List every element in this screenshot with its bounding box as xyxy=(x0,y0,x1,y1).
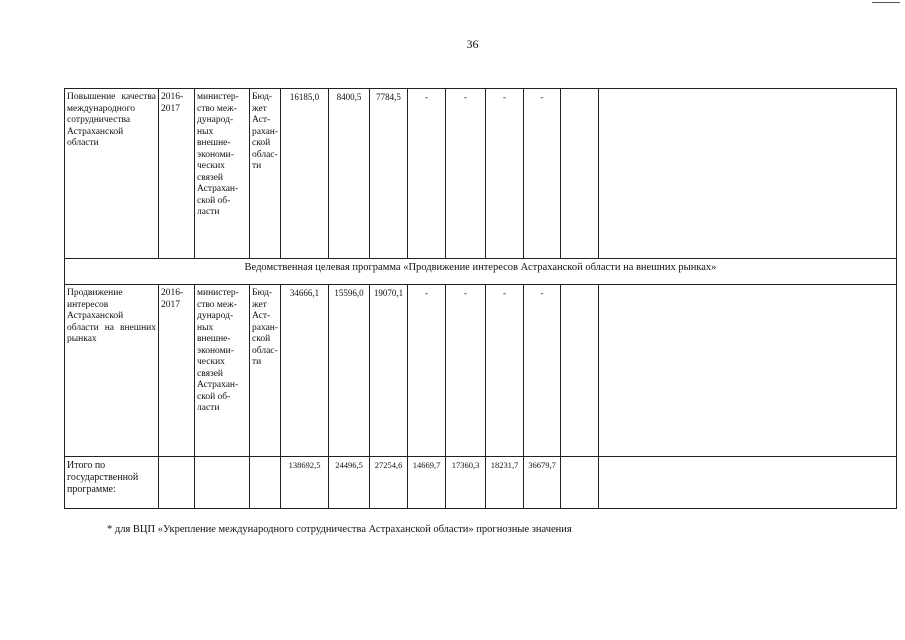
value-cell: - xyxy=(486,285,524,457)
program-table xyxy=(64,88,897,509)
total-value-cell: 27254,6 xyxy=(370,457,408,509)
value-cell: 15596,0 xyxy=(329,285,370,457)
value-cell: - xyxy=(446,285,486,457)
value-cell: 7784,5 xyxy=(370,89,408,259)
empty-cell xyxy=(561,285,599,457)
value-cell: 19070,1 xyxy=(370,285,408,457)
section-title: Ведомственная целевая программа «Продвижение интересов Астраханской области на внешних рынках» xyxy=(65,259,897,285)
value-cell: 16185,0 xyxy=(281,89,329,259)
empty-cell xyxy=(561,457,599,509)
empty-cell xyxy=(599,457,897,509)
period-cell: 2016-2017 xyxy=(159,89,195,259)
executor-cell: министер- ство меж- дународ- ных внешне- экономи- ческих связей Астрахан- ской об- ласти xyxy=(195,285,250,457)
table-row xyxy=(65,89,897,259)
empty-cell xyxy=(599,89,897,259)
total-value-cell: 24496,5 xyxy=(329,457,370,509)
total-value-cell: 18231,7 xyxy=(486,457,524,509)
empty-cell xyxy=(599,285,897,457)
total-row xyxy=(65,457,897,509)
event-name-cell: Повышение качества международного сотрудничества Астраханской области xyxy=(65,89,159,259)
period-cell: 2016-2017 xyxy=(159,285,195,457)
event-name-cell: Продвижение интересов Астраханской области на внешних рынках xyxy=(65,285,159,457)
funding-source-cell: Бюд- жет Аст- рахан- ской облас- ти xyxy=(250,285,281,457)
empty-cell xyxy=(250,457,281,509)
table-row xyxy=(65,285,897,457)
value-cell: - xyxy=(524,89,561,259)
executor-cell: министер- ство меж- дународ- ных внешне- экономи- ческих связей Астрахан- ской об- ласти xyxy=(195,89,250,259)
value-cell: 34666,1 xyxy=(281,285,329,457)
total-value-cell: 17360,3 xyxy=(446,457,486,509)
total-value-cell: 138692,5 xyxy=(281,457,329,509)
total-value-cell: 14669,7 xyxy=(408,457,446,509)
value-cell: - xyxy=(446,89,486,259)
total-value-cell: 36679,7 xyxy=(524,457,561,509)
value-cell: - xyxy=(408,89,446,259)
value-cell: - xyxy=(486,89,524,259)
total-label: Итого по государственной программе: xyxy=(65,457,159,509)
value-cell: - xyxy=(408,285,446,457)
empty-cell xyxy=(159,457,195,509)
funding-source-cell: Бюд- жет Аст- рахан- ской облас- ти xyxy=(250,89,281,259)
footnote: * для ВЦП «Укрепление международного сотрудничества Астраханской области» прогнозные значения xyxy=(107,524,572,535)
section-row xyxy=(65,259,897,285)
empty-cell xyxy=(561,89,599,259)
value-cell: 8400,5 xyxy=(329,89,370,259)
page-number: 36 xyxy=(466,37,479,51)
empty-cell xyxy=(195,457,250,509)
value-cell: - xyxy=(524,285,561,457)
scan-corner-mark xyxy=(872,2,900,3)
